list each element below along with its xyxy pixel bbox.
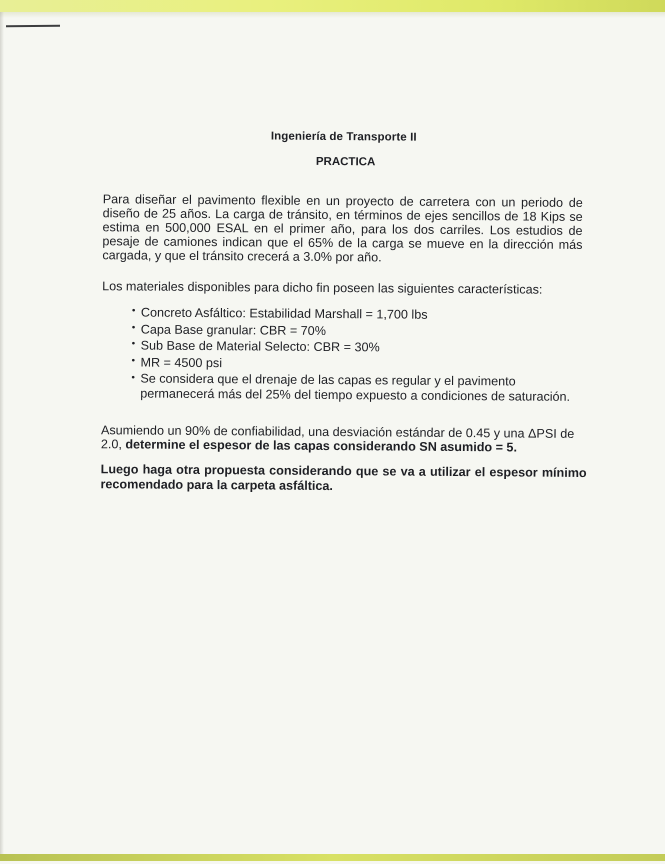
material-item-resilient-modulus: • MR = 4500 psi <box>131 354 583 374</box>
material-item-subbase: • Sub Base de Material Selecto: CBR = 30% <box>132 337 584 357</box>
confidence-instruction: determine el espesor de las capas considerando SN asumido = 5. <box>125 437 518 455</box>
proposal-paragraph: Luego haga otra propuesta considerando que se va a utilizar el espesor mínimo recomendado para la carpeta asfáltica. <box>100 462 587 493</box>
intro-paragraph: Para diseñar el pavimento flexible en un proyecto de carretera con un periodo de diseño de 25 años. La carga de tránsito, en términos de ejes sencillos de 18 Kips se estima en 500,000 ESAL en el primer año, para los dos carriles. Los estudios de pesaje de camiones indican que el 65% de la carga se mueve en la dirección más cargada, y que el tránsito crecerá a 3.0% por año. <box>102 192 583 265</box>
material-item-asphalt: • Concreto Asfáltico: Estabilidad Marshall = 1,700 lbs <box>132 304 584 324</box>
material-item-drainage: • Se considera que el drenaje de las capas es regular y el pavimento permanecerá más del 25% del tiempo expuesto a condiciones de saturación. <box>131 371 583 405</box>
material-item-base: • Capa Base granular: CBR = 70% <box>132 321 584 341</box>
course-title: Ingeniería de Transporte II <box>270 130 417 144</box>
confidence-text: Asumiendo un 90% de confiabilidad, una desviación estándar de 0.45 y una ΔPSI de 2.0, <box>100 423 575 452</box>
materials-intro: Los materiales disponibles para dicho fin poseen las siguientes características: <box>102 279 543 297</box>
practice-title: PRACTICA <box>315 155 376 169</box>
confidence-paragraph <box>101 423 587 455</box>
materials-list <box>131 304 584 405</box>
